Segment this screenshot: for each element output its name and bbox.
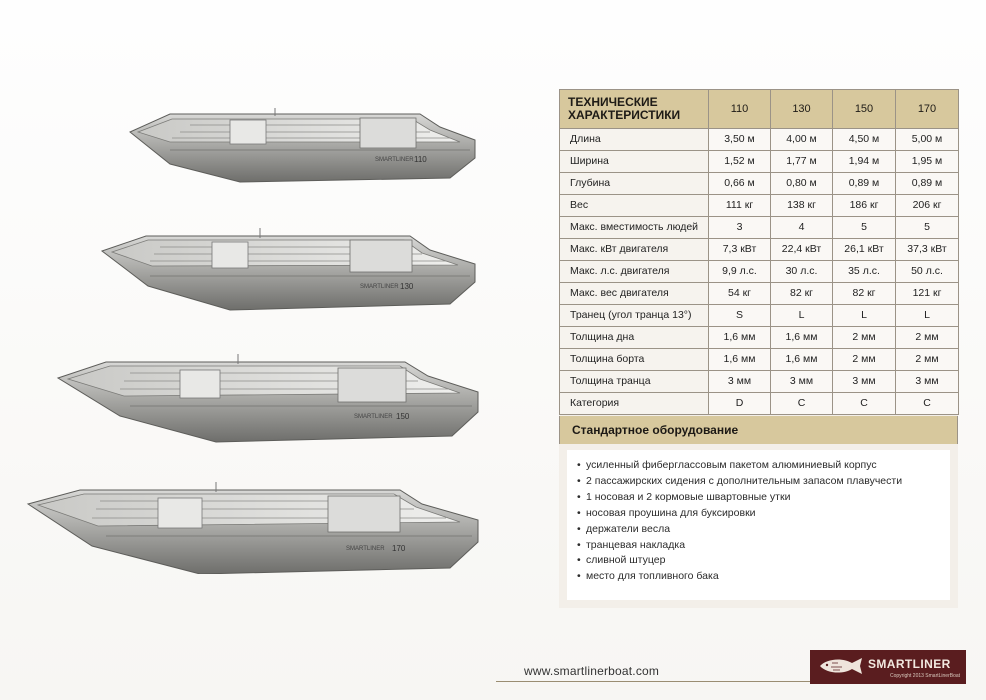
table-row — [560, 129, 959, 151]
bullet-icon: • — [577, 522, 581, 535]
equipment-item-text: 2 пассажирских сидения с дополнительным запасом плавучести — [586, 474, 903, 487]
spec-value: 2 мм — [896, 349, 959, 371]
spec-table — [559, 89, 959, 415]
spec-value: L — [771, 305, 833, 327]
equipment-box — [567, 450, 950, 600]
table-row — [560, 371, 959, 393]
spec-value: 82 кг — [771, 283, 833, 305]
boat-130-drawing — [20, 216, 490, 316]
bullet-icon: • — [577, 538, 581, 551]
spec-value: 5 — [833, 217, 896, 239]
spec-value: 4,50 м — [833, 129, 896, 151]
list-item — [577, 458, 950, 474]
list-item — [577, 506, 950, 522]
equipment-item-text: место для топливного бака — [586, 570, 719, 583]
spec-value: 121 кг — [896, 283, 959, 305]
spec-value: 206 кг — [896, 195, 959, 217]
list-item — [577, 538, 950, 554]
spec-value: 0,89 м — [833, 173, 896, 195]
spec-value: 5,00 м — [896, 129, 959, 151]
spec-value: L — [833, 305, 896, 327]
boat-170-label: 170 — [392, 544, 406, 553]
spec-value: C — [771, 393, 833, 415]
boat-150-label: 150 — [396, 412, 410, 421]
model-header-170: 170 — [896, 90, 959, 129]
spec-value: 22,4 кВт — [771, 239, 833, 261]
bullet-icon: • — [577, 490, 581, 503]
equipment-title: Стандартное оборудование — [559, 416, 958, 444]
spec-value: 1,52 м — [709, 151, 771, 173]
param-label: Ширина — [560, 151, 709, 173]
spec-title: ТЕХНИЧЕСКИЕ ХАРАКТЕРИСТИКИ — [560, 90, 709, 129]
copyright-text: Copyright 2013 SmartLinerBoat — [890, 673, 961, 679]
spec-value: 4,00 м — [771, 129, 833, 151]
table-row — [560, 305, 959, 327]
boat-110-illustration — [20, 92, 490, 192]
param-label: Глубина — [560, 173, 709, 195]
spec-value: 1,6 мм — [709, 349, 771, 371]
boat-170-logo: SMARTLINER — [346, 546, 385, 552]
param-label: Толщина борта — [560, 349, 709, 371]
spec-value: 30 л.с. — [771, 261, 833, 283]
list-item — [577, 474, 950, 490]
boat-170-illustration — [20, 474, 490, 574]
bullet-icon: • — [577, 474, 581, 487]
list-item — [577, 490, 950, 506]
spec-value: 138 кг — [771, 195, 833, 217]
table-row — [560, 349, 959, 371]
table-row — [560, 217, 959, 239]
bullet-icon: • — [577, 554, 581, 567]
equipment-item-text: 1 носовая и 2 кормовые швартовные утки — [586, 490, 791, 503]
param-label: Длина — [560, 129, 709, 151]
bullet-icon: • — [577, 459, 581, 471]
spec-value: 82 кг — [833, 283, 896, 305]
equipment-list — [567, 450, 950, 585]
spec-value: 1,94 м — [833, 151, 896, 173]
boat-110-logo: SMARTLINER — [375, 157, 414, 163]
model-header-150: 150 — [833, 90, 896, 129]
list-item — [577, 522, 950, 538]
spec-value: 111 кг — [709, 195, 771, 217]
equipment-item-text: усиленный фиберглассовым пакетом алюминиевый корпус — [586, 459, 877, 471]
list-item — [577, 553, 950, 569]
param-label: Толщина транца — [560, 371, 709, 393]
boat-170-drawing — [20, 474, 490, 574]
boat-130-logo: SMARTLINER — [360, 284, 399, 290]
equipment-item-text: держатели весла — [586, 522, 671, 535]
param-label: Макс. вместимость людей — [560, 217, 709, 239]
spec-value: 0,80 м — [771, 173, 833, 195]
spec-value: 0,89 м — [896, 173, 959, 195]
table-row — [560, 173, 959, 195]
spec-value: 50 л.с. — [896, 261, 959, 283]
fish-icon — [818, 655, 866, 677]
spec-value: 1,6 мм — [709, 327, 771, 349]
table-row — [560, 261, 959, 283]
spec-value: 1,95 м — [896, 151, 959, 173]
spec-value: 35 л.с. — [833, 261, 896, 283]
spec-value: 3 мм — [833, 371, 896, 393]
table-row — [560, 151, 959, 173]
equipment-item-text: носовая проушина для буксировки — [586, 506, 756, 519]
spec-value: 54 кг — [709, 283, 771, 305]
param-label: Макс. вес двигателя — [560, 283, 709, 305]
equipment-item-text: транцевая накладка — [586, 538, 686, 551]
boat-130-illustration — [20, 216, 490, 316]
boat-150-logo: SMARTLINER — [354, 414, 393, 420]
spec-value: C — [896, 393, 959, 415]
specifications-panel — [559, 89, 958, 608]
logo-wordmark: SMARTLINER — [868, 657, 951, 671]
spec-value: 186 кг — [833, 195, 896, 217]
spec-value: 26,1 кВт — [833, 239, 896, 261]
spec-value: 9,9 л.с. — [709, 261, 771, 283]
param-label: Макс. л.с. двигателя — [560, 261, 709, 283]
spec-value: C — [833, 393, 896, 415]
spec-value: 1,6 мм — [771, 327, 833, 349]
boat-150-illustration — [20, 344, 490, 444]
footer-divider — [496, 681, 826, 682]
spec-value: 7,3 кВт — [709, 239, 771, 261]
spec-value: 3 мм — [771, 371, 833, 393]
spec-value: L — [896, 305, 959, 327]
bullet-icon: • — [577, 506, 581, 519]
param-label: Макс. кВт двигателя — [560, 239, 709, 261]
table-row — [560, 283, 959, 305]
model-header-110: 110 — [709, 90, 771, 129]
equipment-item-text: сливной штуцер — [586, 554, 666, 567]
spec-value: 2 мм — [833, 349, 896, 371]
spec-value: 2 мм — [896, 327, 959, 349]
model-header-130: 130 — [771, 90, 833, 129]
spec-value: 5 — [896, 217, 959, 239]
param-label: Категория — [560, 393, 709, 415]
table-row — [560, 195, 959, 217]
spec-value: 37,3 кВт — [896, 239, 959, 261]
boat-110-drawing — [20, 92, 490, 192]
table-row — [560, 393, 959, 415]
brand-logo — [810, 650, 966, 684]
spec-value: 3,50 м — [709, 129, 771, 151]
param-label: Толщина дна — [560, 327, 709, 349]
spec-value: 2 мм — [833, 327, 896, 349]
spec-value: S — [709, 305, 771, 327]
spec-value: 3 — [709, 217, 771, 239]
spec-value: 3 мм — [709, 371, 771, 393]
boat-150-drawing — [20, 344, 490, 444]
bullet-icon: • — [577, 570, 581, 583]
table-row — [560, 327, 959, 349]
param-label: Вес — [560, 195, 709, 217]
spec-value: 0,66 м — [709, 173, 771, 195]
spec-value: 1,77 м — [771, 151, 833, 173]
spec-value: 3 мм — [896, 371, 959, 393]
boat-130-label: 130 — [400, 282, 414, 291]
spec-value: D — [709, 393, 771, 415]
table-row — [560, 239, 959, 261]
spec-header-row — [560, 90, 959, 129]
website-link[interactable]: www.smartlinerboat.com — [524, 664, 660, 678]
list-item — [577, 569, 950, 585]
spec-value: 1,6 мм — [771, 349, 833, 371]
boat-110-label: 110 — [414, 155, 427, 164]
spec-value: 4 — [771, 217, 833, 239]
param-label: Транец (угол транца 13°) — [560, 305, 709, 327]
